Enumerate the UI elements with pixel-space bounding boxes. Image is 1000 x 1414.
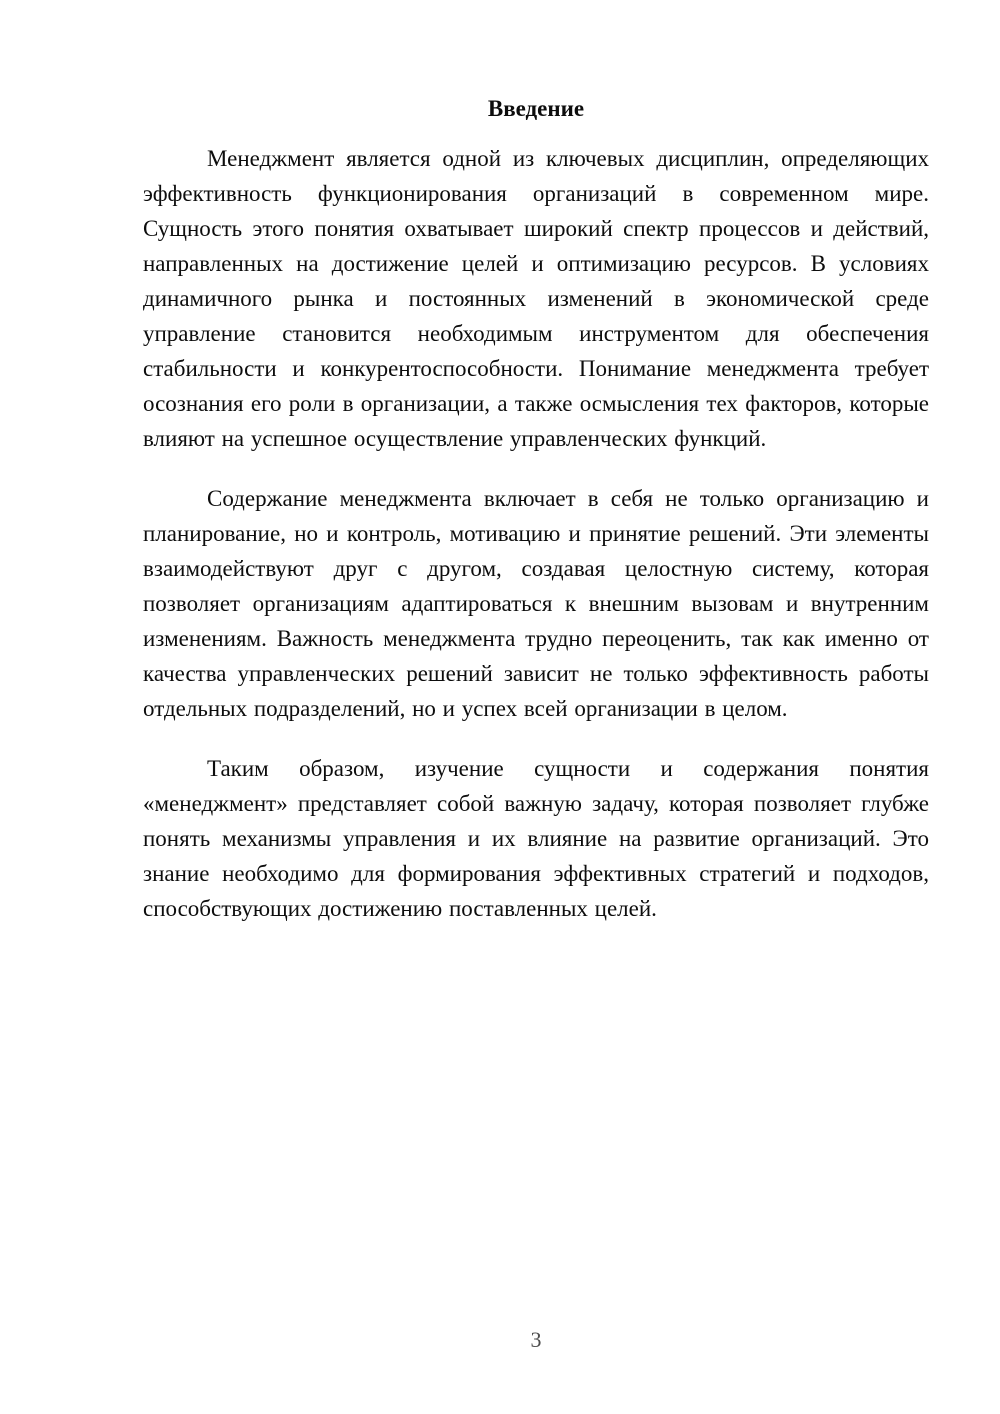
paragraph-intro-1: Менеджмент является одной из ключевых дисциплин, определяющих эффективность функционирования организаций в современном мире. Сущность этого понятия охватывает широкий спектр процессов и действий, направленных на достижение целей и оптимизацию ресурсов. В условиях динамичного рынка и постоянных изменений в экономической среде управление становится необходимым инструментом для обеспечения стабильности и конкурентоспособности. Понимание менеджмента требует осознания его роли в организации, а также осмысления тех факторов, которые влияют на успешное осуществление управленческих функций. [143, 146, 929, 451]
page-number: 3 [530, 1327, 542, 1352]
paragraph-intro-2: Содержание менеджмента включает в себя не только организацию и планирование, но и контроль, мотивацию и принятие решений. Эти элементы взаимодействуют друг с другом, создавая целостную систему, которая позволяет организациям адаптироваться к внешним вызовам и внутренним изменениям. Важность менеджмента трудно переоценить, так как именно от качества управленческих решений зависит не только эффективность работы отдельных подразделений, но и успех всей организации в целом. [143, 486, 929, 721]
paragraph-intro-3: Таким образом, изучение сущности и содержания понятия «менеджмент» представляет собой важную задачу, которая позволяет глубже понять механизмы управления и их влияние на развитие организаций. Это знание необходимо для формирования эффективных стратегий и подходов, способствующих достижению поставленных целей. [143, 756, 929, 921]
section-title: Введение [487, 96, 585, 121]
